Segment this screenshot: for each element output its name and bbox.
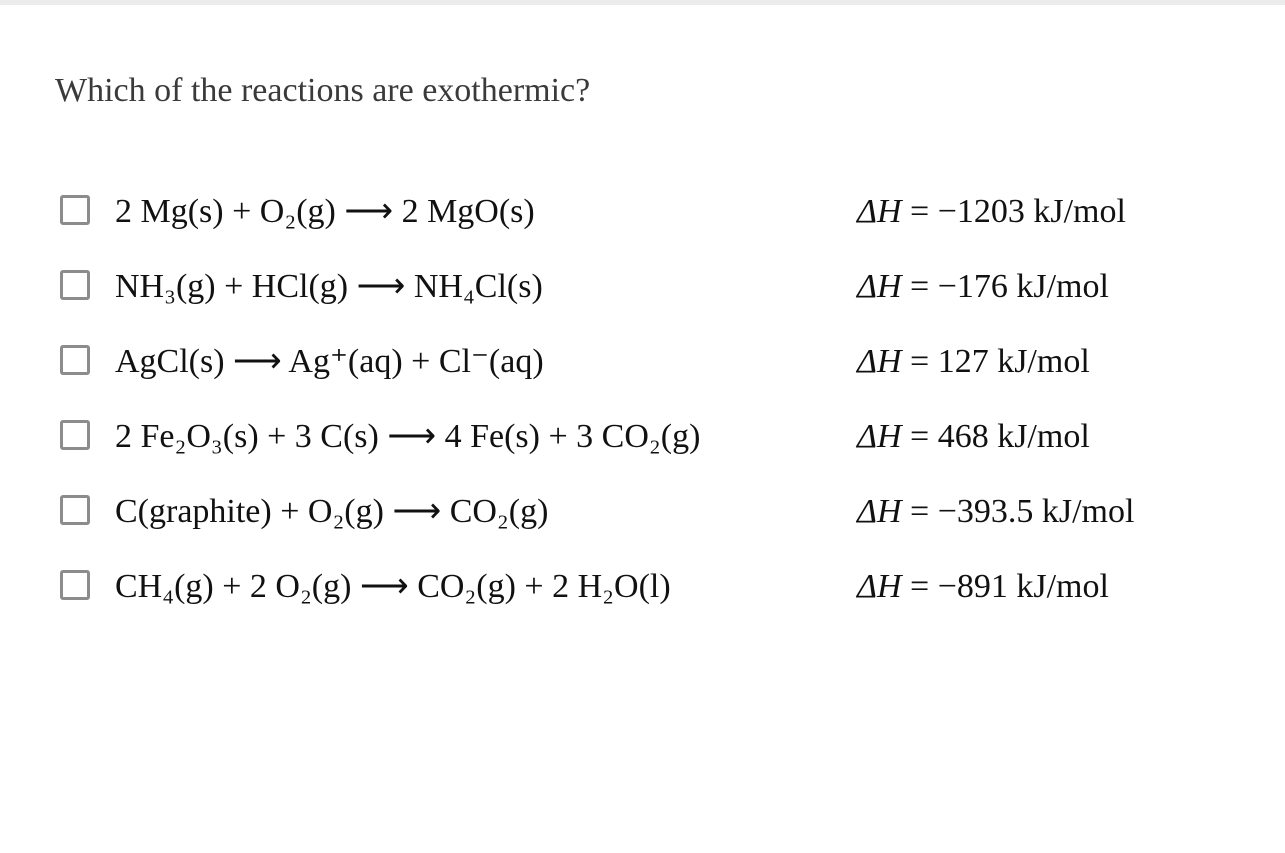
checkbox[interactable] <box>60 345 90 375</box>
option-row[interactable] <box>0 175 1285 250</box>
option-row[interactable] <box>0 400 1285 475</box>
question-text: Which of the reactions are exothermic? <box>55 72 591 109</box>
option-row[interactable] <box>0 250 1285 325</box>
reaction-equation: CH₄(g) + 2 O₂(g) ⟶ CO₂(g) + 2 H₂O(l) <box>115 568 671 605</box>
reaction-equation: AgCl(s) ⟶ Ag⁺(aq) + Cl⁻(aq) <box>115 343 544 380</box>
delta-h-symbol: ΔH <box>857 193 902 230</box>
delta-h-symbol: ΔH <box>857 343 902 380</box>
enthalpy-value <box>857 340 1090 384</box>
checkbox[interactable] <box>60 270 90 300</box>
enthalpy-value <box>857 190 1126 234</box>
enthalpy-value <box>857 565 1109 609</box>
checkbox[interactable] <box>60 570 90 600</box>
delta-h-symbol: ΔH <box>857 268 902 305</box>
reaction-equation: C(graphite) + O₂(g) ⟶ CO₂(g) <box>115 493 549 530</box>
option-row[interactable] <box>0 550 1285 625</box>
delta-h-symbol: ΔH <box>857 493 902 530</box>
option-row[interactable] <box>0 475 1285 550</box>
delta-h-amount: = −1203 kJ/mol <box>910 193 1126 230</box>
delta-h-amount: = 468 kJ/mol <box>910 418 1090 455</box>
enthalpy-value <box>857 265 1109 309</box>
delta-h-amount: = −176 kJ/mol <box>910 268 1109 305</box>
option-row[interactable] <box>0 325 1285 400</box>
delta-h-amount: = −393.5 kJ/mol <box>910 493 1135 530</box>
delta-h-symbol: ΔH <box>857 568 902 605</box>
options-list <box>0 175 1285 625</box>
reaction-equation: 2 Mg(s) + O₂(g) ⟶ 2 MgO(s) <box>115 193 535 230</box>
checkbox[interactable] <box>60 420 90 450</box>
delta-h-symbol: ΔH <box>857 418 902 455</box>
delta-h-amount: = 127 kJ/mol <box>910 343 1090 380</box>
enthalpy-value <box>857 415 1090 459</box>
top-border <box>0 0 1285 5</box>
reaction-equation: 2 Fe₂O₃(s) + 3 C(s) ⟶ 4 Fe(s) + 3 CO₂(g) <box>115 418 701 455</box>
enthalpy-value <box>857 490 1134 534</box>
checkbox[interactable] <box>60 495 90 525</box>
checkbox[interactable] <box>60 195 90 225</box>
reaction-equation: NH₃(g) + HCl(g) ⟶ NH₄Cl(s) <box>115 268 543 305</box>
delta-h-amount: = −891 kJ/mol <box>910 568 1109 605</box>
